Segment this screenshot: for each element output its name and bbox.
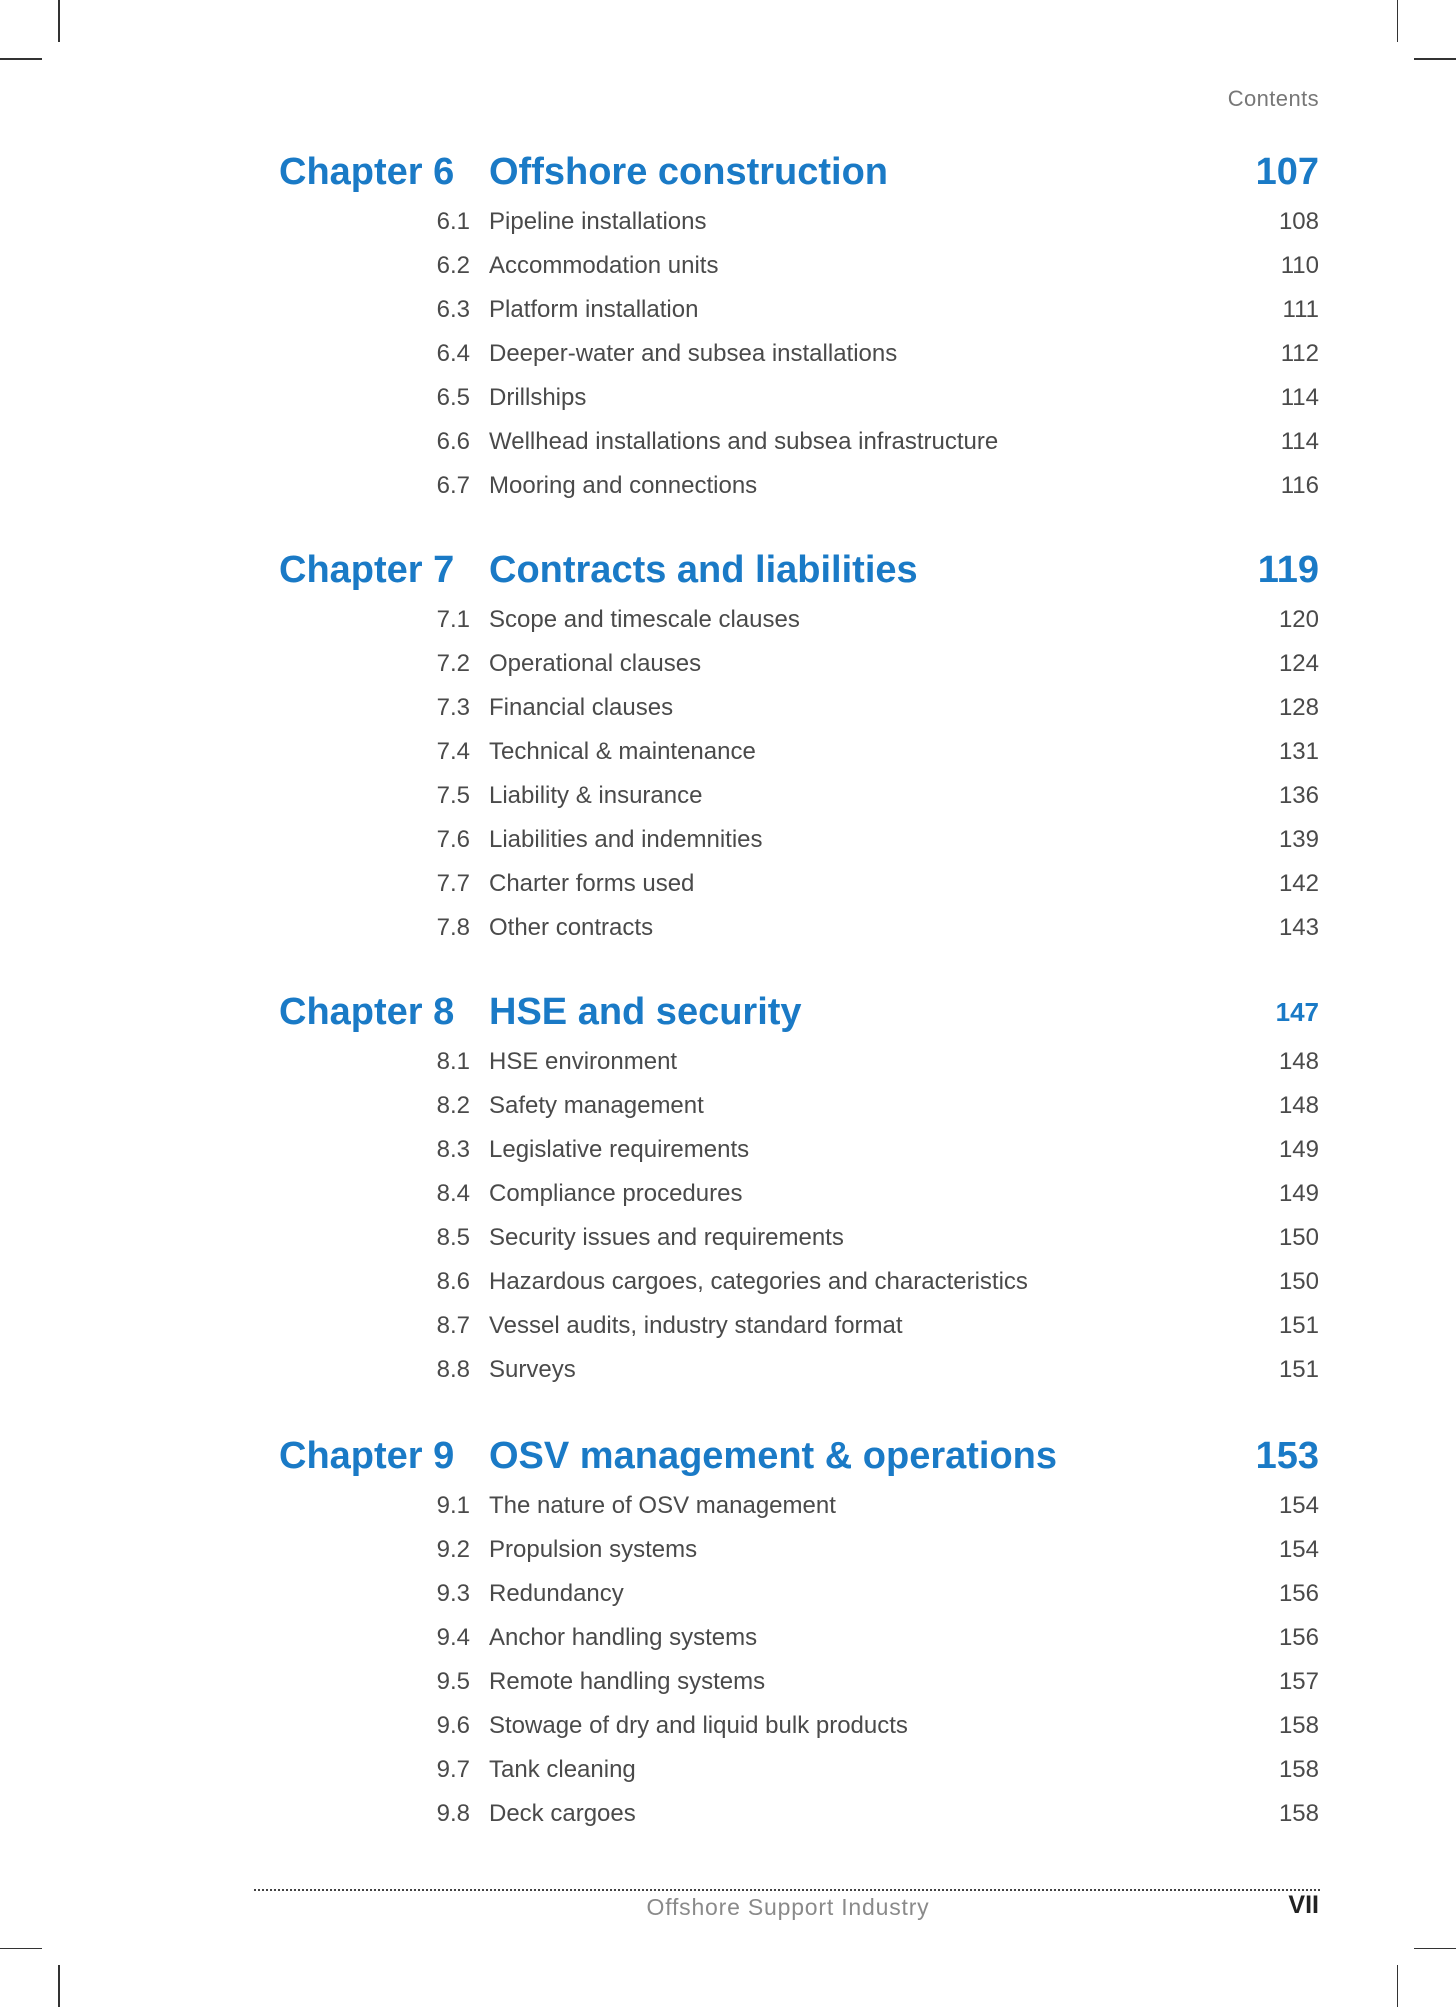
section-number: 6.3 (436, 296, 470, 323)
toc-section-entry[interactable] (0, 1704, 1456, 1748)
section-number: 9.4 (436, 1624, 470, 1651)
section-number: 8.6 (436, 1268, 470, 1295)
crop-mark (1414, 58, 1456, 60)
section-page-number: 151 (1278, 1356, 1319, 1383)
toc-section-entry[interactable] (0, 862, 1456, 906)
section-page-number: 114 (1280, 384, 1319, 411)
chapter-heading-row[interactable] (0, 984, 1456, 1040)
section-title: Drillships (489, 384, 587, 411)
section-page-number: 111 (1282, 296, 1319, 323)
section-number: 9.6 (436, 1712, 470, 1739)
chapter-heading-row[interactable] (0, 1428, 1456, 1484)
toc-section-entry[interactable] (0, 1616, 1456, 1660)
section-number: 8.3 (436, 1136, 470, 1163)
chapter-heading-row[interactable] (0, 144, 1456, 200)
section-page-number: 131 (1278, 738, 1319, 765)
section-number: 7.5 (436, 782, 470, 809)
chapter-label: Chapter 6 (279, 151, 455, 193)
toc-section-entry[interactable] (0, 1304, 1456, 1348)
toc-section-entry[interactable] (0, 686, 1456, 730)
chapter-title: OSV management & operations (489, 1435, 1058, 1477)
section-page-number: 124 (1278, 650, 1319, 677)
section-title: HSE environment (489, 1048, 678, 1075)
section-page-number: 154 (1278, 1492, 1319, 1519)
toc-section-entry[interactable] (0, 730, 1456, 774)
section-title: Operational clauses (489, 650, 702, 677)
section-number: 8.2 (436, 1092, 470, 1119)
section-page-number: 150 (1278, 1224, 1319, 1251)
section-number: 7.1 (436, 606, 470, 633)
toc-section-entry[interactable] (0, 1348, 1456, 1392)
section-page-number: 158 (1278, 1712, 1319, 1739)
section-page-number: 128 (1278, 694, 1319, 721)
footer-rule (254, 1889, 1320, 1891)
crop-mark (0, 58, 42, 60)
chapter-title: HSE and security (489, 991, 802, 1033)
running-head: Contents (1227, 86, 1319, 111)
section-title: Mooring and connections (489, 472, 758, 499)
chapter-heading-row[interactable] (0, 542, 1456, 598)
section-page-number: 157 (1278, 1668, 1319, 1695)
chapter-page-number: 147 (1275, 997, 1319, 1027)
section-title: Stowage of dry and liquid bulk products (489, 1712, 908, 1739)
section-number: 7.8 (436, 914, 470, 941)
section-number: 7.6 (436, 826, 470, 853)
chapter-label: Chapter 7 (279, 549, 455, 591)
section-page-number: 136 (1278, 782, 1319, 809)
section-title: Hazardous cargoes, categories and characteristics (489, 1268, 1028, 1295)
section-number: 7.3 (436, 694, 470, 721)
section-title: Anchor handling systems (489, 1624, 758, 1651)
section-number: 6.5 (436, 384, 470, 411)
section-page-number: 139 (1278, 826, 1319, 853)
section-number: 6.7 (436, 472, 470, 499)
section-page-number: 151 (1278, 1312, 1319, 1339)
section-page-number: 158 (1278, 1756, 1319, 1783)
section-number: 7.7 (436, 870, 470, 897)
section-page-number: 120 (1278, 606, 1319, 633)
section-number: 6.6 (436, 428, 470, 455)
section-title: Accommodation units (489, 252, 719, 279)
section-number: 9.5 (436, 1668, 470, 1695)
toc-section-entry[interactable] (0, 774, 1456, 818)
section-title: The nature of OSV management (489, 1492, 836, 1519)
section-title: Scope and timescale clauses (489, 606, 800, 633)
section-title: Financial clauses (489, 694, 674, 721)
section-number: 8.1 (436, 1048, 470, 1075)
toc-section-entry[interactable] (0, 906, 1456, 950)
toc-section-entry[interactable] (0, 1572, 1456, 1616)
toc-section-entry[interactable] (0, 420, 1456, 464)
section-number: 7.2 (436, 650, 470, 677)
section-number: 8.5 (436, 1224, 470, 1251)
toc-section-entry[interactable] (0, 376, 1456, 420)
chapter-page-number: 119 (1257, 549, 1319, 591)
section-title: Propulsion systems (489, 1536, 698, 1563)
toc-section-entry[interactable] (0, 1172, 1456, 1216)
section-number: 6.2 (436, 252, 470, 279)
toc-section-entry[interactable] (0, 1660, 1456, 1704)
toc-section-entry[interactable] (0, 288, 1456, 332)
section-title: Wellhead installations and subsea infrastructure (489, 428, 999, 455)
toc-section-entry[interactable] (0, 1792, 1456, 1836)
toc-section-entry[interactable] (0, 818, 1456, 862)
section-page-number: 110 (1280, 252, 1319, 279)
section-page-number: 154 (1278, 1536, 1319, 1563)
section-page-number: 148 (1278, 1092, 1319, 1119)
table-of-contents (0, 144, 1456, 1870)
section-page-number: 114 (1280, 428, 1319, 455)
section-page-number: 143 (1278, 914, 1319, 941)
chapter-label: Chapter 9 (279, 1435, 455, 1477)
toc-section-entry[interactable] (0, 244, 1456, 288)
section-title: Compliance procedures (489, 1180, 743, 1207)
toc-chapter (0, 1428, 1456, 1836)
crop-mark (58, 1965, 60, 2007)
section-page-number: 156 (1278, 1624, 1319, 1651)
chapter-page-number: 153 (1255, 1435, 1319, 1477)
section-page-number: 142 (1278, 870, 1319, 897)
section-page-number: 150 (1278, 1268, 1319, 1295)
section-title: Redundancy (489, 1580, 624, 1607)
section-number: 9.8 (436, 1800, 470, 1827)
toc-section-entry[interactable] (0, 642, 1456, 686)
section-number: 6.4 (436, 340, 470, 367)
section-title: Pipeline installations (489, 208, 707, 235)
section-title: Technical & maintenance (489, 738, 756, 765)
section-number: 8.4 (436, 1180, 470, 1207)
chapter-label: Chapter 8 (279, 991, 455, 1033)
toc-chapter (0, 144, 1456, 508)
toc-section-entry[interactable] (0, 1040, 1456, 1084)
toc-chapter (0, 984, 1456, 1392)
section-page-number: 148 (1278, 1048, 1319, 1075)
toc-section-entry[interactable] (0, 598, 1456, 642)
toc-section-entry[interactable] (0, 1216, 1456, 1260)
section-title: Security issues and requirements (489, 1224, 844, 1251)
crop-mark (0, 1948, 42, 1950)
section-title: Vessel audits, industry standard format (489, 1312, 903, 1339)
section-page-number: 149 (1278, 1136, 1319, 1163)
chapter-page-number: 107 (1255, 151, 1319, 193)
crop-mark (58, 0, 60, 42)
toc-section-entry[interactable] (0, 1260, 1456, 1304)
section-title: Legislative requirements (489, 1136, 750, 1163)
toc-section-entry[interactable] (0, 332, 1456, 376)
section-number: 9.7 (436, 1756, 470, 1783)
toc-section-entry[interactable] (0, 1748, 1456, 1792)
chapter-title: Offshore construction (489, 151, 889, 193)
section-number: 8.8 (436, 1356, 470, 1383)
toc-chapter (0, 542, 1456, 950)
toc-section-entry[interactable] (0, 464, 1456, 508)
section-page-number: 156 (1278, 1580, 1319, 1607)
toc-section-entry[interactable] (0, 200, 1456, 244)
section-title: Other contracts (489, 914, 654, 941)
section-title: Platform installation (489, 296, 699, 323)
section-number: 9.2 (436, 1536, 470, 1563)
section-title: Safety management (489, 1092, 704, 1119)
section-title: Deeper-water and subsea installations (489, 340, 898, 367)
toc-section-entry[interactable] (0, 1128, 1456, 1172)
section-page-number: 112 (1280, 340, 1319, 367)
section-title: Liability & insurance (489, 782, 703, 809)
toc-section-entry[interactable] (0, 1084, 1456, 1128)
section-number: 8.7 (436, 1312, 470, 1339)
footer-page-number: VII (1288, 1891, 1319, 1919)
chapter-title: Contracts and liabilities (489, 549, 918, 591)
section-number: 7.4 (436, 738, 470, 765)
section-page-number: 116 (1280, 472, 1319, 499)
section-number: 9.3 (436, 1580, 470, 1607)
section-page-number: 158 (1278, 1800, 1319, 1827)
crop-mark (1414, 1948, 1456, 1950)
section-title: Surveys (489, 1356, 576, 1383)
section-page-number: 149 (1278, 1180, 1319, 1207)
toc-section-entry[interactable] (0, 1484, 1456, 1528)
crop-mark (1397, 1965, 1399, 2007)
toc-section-entry[interactable] (0, 1528, 1456, 1572)
section-number: 6.1 (436, 208, 470, 235)
crop-mark (1397, 0, 1399, 42)
section-title: Remote handling systems (489, 1668, 766, 1695)
footer-book-title: Offshore Support Industry (646, 1894, 930, 1920)
section-title: Charter forms used (489, 870, 695, 897)
section-page-number: 108 (1278, 208, 1319, 235)
section-title: Tank cleaning (489, 1756, 636, 1783)
section-title: Liabilities and indemnities (489, 826, 763, 853)
section-number: 9.1 (436, 1492, 470, 1519)
section-title: Deck cargoes (489, 1800, 636, 1827)
